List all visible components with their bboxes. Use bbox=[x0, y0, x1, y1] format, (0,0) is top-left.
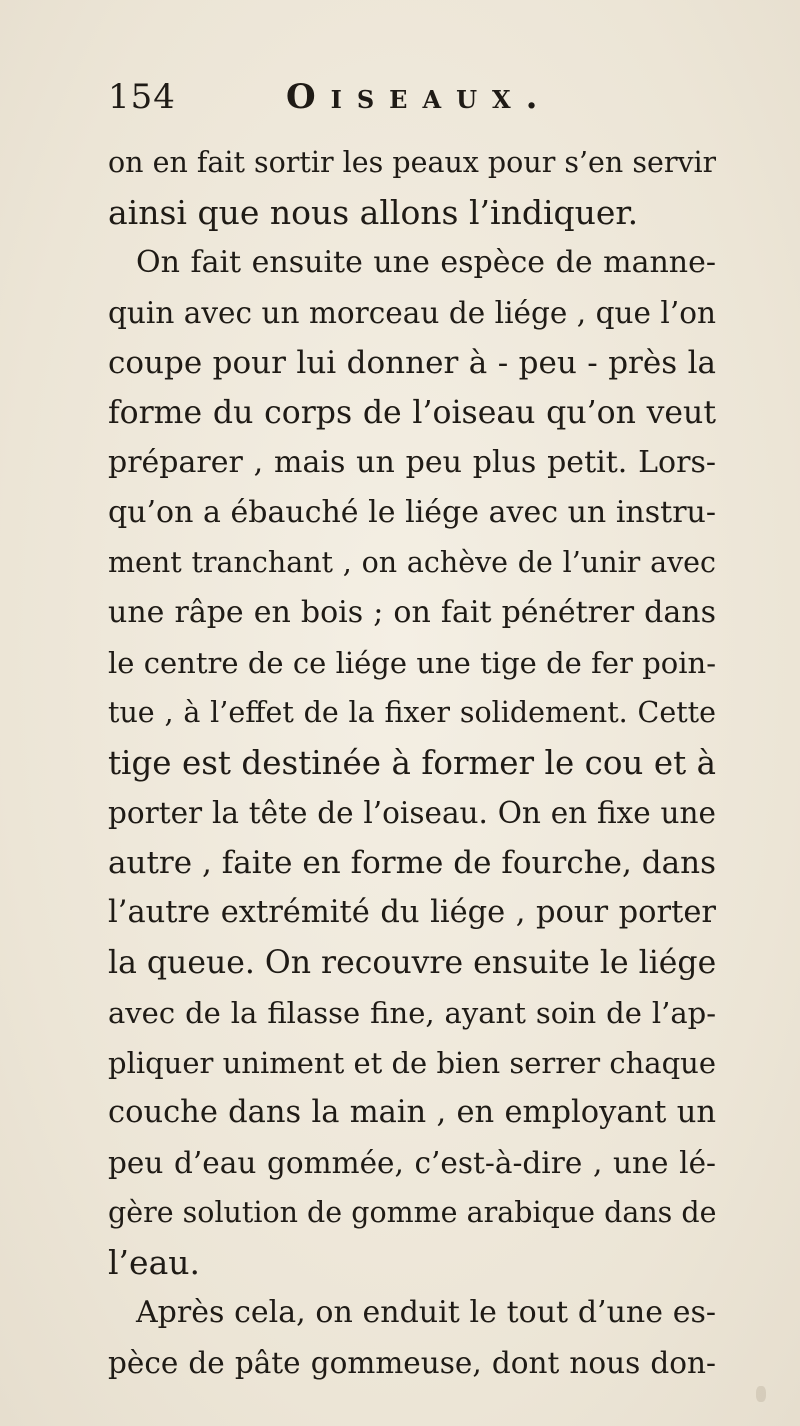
text-line: quin avec un morceau de liége , que l’on bbox=[108, 296, 716, 330]
text-line: le centre de ce liége une tige de fer poin- bbox=[108, 646, 716, 680]
text-line: pèce de pâte gommeuse, dont nous don- bbox=[108, 1346, 716, 1380]
text-line: coupe pour lui donner à - peu - près la bbox=[108, 345, 716, 381]
running-title: Oiseaux. bbox=[286, 77, 553, 117]
text-line: l’eau. bbox=[108, 1243, 200, 1282]
body-text bbox=[108, 138, 716, 1388]
text-line: pliquer uniment et de bien serrer chaque bbox=[108, 1046, 716, 1080]
text-line: autre , faite en forme de fourche, dans bbox=[108, 845, 716, 881]
text-line: gère solution de gomme arabique dans de bbox=[108, 1196, 716, 1229]
text-line: ment tranchant , on achève de l’unir avec bbox=[108, 546, 716, 579]
text-line: qu’on a ébauché le liége avec un instru- bbox=[108, 495, 716, 530]
text-line: On fait ensuite une espèce de manne- bbox=[136, 245, 716, 280]
text-line: couche dans la main , en employant un bbox=[108, 1095, 716, 1130]
text-line: forme du corps de l’oiseau qu’on veut bbox=[108, 395, 716, 431]
text-line: Après cela, on enduit le tout d’une es- bbox=[136, 1295, 716, 1330]
text-line: peu d’eau gommée, c’est-à-dire , une lé- bbox=[108, 1146, 716, 1180]
text-line: porter la tête de l’oiseau. On en fixe une bbox=[108, 796, 716, 830]
text-line: l’autre extrémité du liége , pour porter bbox=[108, 895, 716, 930]
text-line: tue , à l’effet de la fixer solidement. Cette bbox=[108, 696, 716, 729]
text-line: ainsi que nous allons l’indiquer. bbox=[108, 193, 639, 232]
text-line: la queue. On recouvre ensuite le liége bbox=[108, 945, 716, 981]
text-line: préparer , mais un peu plus petit. Lors- bbox=[108, 445, 716, 480]
text-line: on en fait sortir les peaux pour s’en servir bbox=[108, 146, 716, 179]
text-line: une râpe en bois ; on fait pénétrer dans bbox=[108, 595, 716, 630]
page-number: 154 bbox=[108, 77, 176, 117]
text-line: avec de la filasse fine, ayant soin de l’ap- bbox=[108, 996, 716, 1030]
text-line: tige est destinée à former le cou et à bbox=[108, 744, 716, 782]
paper-mark bbox=[756, 1386, 766, 1402]
page-header bbox=[108, 72, 708, 122]
